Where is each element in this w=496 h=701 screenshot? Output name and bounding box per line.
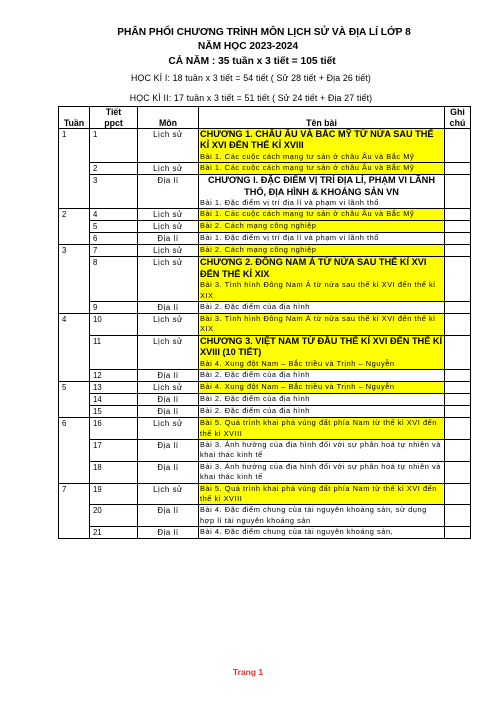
table-row: [59, 335, 471, 369]
lesson-cell: [199, 302, 445, 314]
notes-cell: [445, 233, 471, 245]
table-row: [59, 302, 471, 314]
page-number: Trang 1: [232, 667, 264, 677]
school-year: NĂM HỌC 2023-2024: [197, 41, 299, 52]
lesson-title: Bài 3. Tình hình Đông Nam Á từ nửa sau thế kỉ XVI đến thế kỉ XIX: [200, 280, 443, 301]
notes-cell: [445, 335, 471, 369]
notes-cell: [445, 418, 471, 440]
notes-cell: [445, 302, 471, 314]
col-header-notes: [445, 107, 471, 129]
period-cell: 8: [90, 257, 138, 302]
notes-cell: [445, 221, 471, 233]
lesson-title: Bài 4. Xung đột Nam – Bắc triều và Trịnh – Nguyễn: [200, 382, 443, 392]
subject-cell: Lịch sử: [138, 221, 199, 233]
notes-cell: [445, 394, 471, 406]
period-cell: 1: [90, 129, 138, 163]
notes-cell: [445, 461, 471, 483]
table-row: [59, 314, 471, 336]
lesson-cell: [199, 245, 445, 257]
period-cell: 21: [90, 527, 138, 539]
lesson-cell: [199, 129, 445, 163]
col-header-subject: Môn: [138, 107, 199, 129]
col-header-week: Tuần: [59, 107, 90, 129]
lesson-title: Bài 1. Đặc điểm vị trí địa lí và phạm vi lãnh thổ: [200, 198, 379, 208]
subject-cell: Địa lí: [138, 439, 199, 461]
chapter-title: CHƯƠNG 2. ĐÔNG NAM Á TỪ NỬA SAU THẾ KỈ XVI ĐẾN THẾ KỈ XIX: [200, 257, 443, 280]
col-header-period: [90, 107, 138, 129]
subject-cell: Lịch sử: [138, 257, 199, 302]
table-row: [59, 370, 471, 382]
week-cell: 5: [59, 382, 90, 418]
table-row: [59, 505, 471, 527]
subject-cell: Địa lí: [138, 394, 199, 406]
period-cell: 18: [90, 461, 138, 483]
lesson-title: Bài 4. Đặc điểm chung của tài nguyên khoáng sản, sử dụng hợp lí tài nguyên khoáng sản: [200, 505, 427, 525]
period-cell: 9: [90, 302, 138, 314]
lesson-title: Bài 5. Quá trình khai phá vùng đất phía Nam từ thế kỉ XVI đến thế kỉ XVIII: [200, 418, 443, 439]
col-header-period-label: Tiết ppct: [104, 107, 123, 128]
lesson-cell: [199, 370, 445, 382]
period-cell: 14: [90, 394, 138, 406]
whole-year-summary: CẢ NĂM : 35 tuần x 3 tiết = 105 tiết: [168, 56, 336, 67]
notes-cell: [445, 439, 471, 461]
subject-cell: Lịch sử: [138, 209, 199, 221]
col-header-lesson: Tên bài: [199, 107, 445, 129]
lesson-cell: [199, 527, 445, 539]
period-cell: 7: [90, 245, 138, 257]
table-row: [59, 394, 471, 406]
table-row: [59, 209, 471, 221]
period-cell: 19: [90, 483, 138, 505]
lesson-title: Bài 4. Xung đột Nam – Bắc triều và Trịnh – Nguyễn: [200, 359, 443, 369]
notes-cell: [445, 406, 471, 418]
lesson-title: Bài 3. Ảnh hưởng của địa hình đối với sự phân hoá tự nhiên và khai thác kinh tế: [200, 439, 441, 460]
period-cell: 16: [90, 418, 138, 440]
lesson-cell: [199, 418, 445, 440]
notes-cell: [445, 209, 471, 221]
lesson-cell: [199, 335, 445, 369]
lesson-title: Bài 3. Tình hình Đông Nam Á từ nửa sau thế kỉ XVI đến thế kỉ XIX: [200, 314, 443, 335]
notes-cell: [445, 370, 471, 382]
period-cell: 10: [90, 314, 138, 336]
period-cell: 13: [90, 382, 138, 394]
table-row: [59, 406, 471, 418]
table-row: [59, 483, 471, 505]
subject-cell: Địa lí: [138, 370, 199, 382]
lesson-title: Bài 2. Đặc điểm của địa hình: [200, 406, 310, 416]
subject-cell: Lịch sử: [138, 335, 199, 369]
lesson-title: Bài 1. Các cuộc cách mạng tư sản ở châu Âu và Bắc Mỹ: [200, 163, 443, 173]
table-row: [59, 233, 471, 245]
period-cell: 2: [90, 163, 138, 175]
lesson-cell: [199, 257, 445, 302]
notes-cell: [445, 257, 471, 302]
lesson-cell: [199, 233, 445, 245]
subject-cell: Lịch sử: [138, 382, 199, 394]
table-row: [59, 257, 471, 302]
table-row: [59, 175, 471, 209]
subject-cell: Lịch sử: [138, 163, 199, 175]
period-cell: 4: [90, 209, 138, 221]
subject-cell: Lịch sử: [138, 245, 199, 257]
lesson-title: Bài 2. Cách mạng công nghiệp: [200, 245, 443, 255]
lesson-title: Bài 3. Ảnh hưởng của địa hình đối với sự phân hoá tự nhiên và khai thác kinh tế: [200, 461, 441, 482]
week-cell: 4: [59, 314, 90, 382]
lesson-title: Bài 2. Đặc điểm của địa hình: [200, 302, 310, 312]
lesson-title: Bài 5. Quá trình khai phá vùng đất phía Nam từ thế kỉ XVI đến thế kỉ XVIII: [200, 484, 443, 505]
lesson-cell: [199, 483, 445, 505]
week-cell: 7: [59, 483, 90, 539]
week-cell: 6: [59, 418, 90, 483]
period-cell: 20: [90, 505, 138, 527]
lesson-cell: [199, 406, 445, 418]
subject-cell: Địa lí: [138, 505, 199, 527]
subject-cell: Địa lí: [138, 406, 199, 418]
lesson-cell: [199, 505, 445, 527]
lesson-title: Bài 2. Cách mạng công nghiệp: [200, 221, 443, 231]
subject-cell: Lịch sử: [138, 418, 199, 440]
period-cell: 5: [90, 221, 138, 233]
period-cell: 3: [90, 175, 138, 209]
notes-cell: [445, 129, 471, 163]
curriculum-table: [58, 106, 471, 539]
subject-cell: Lịch sử: [138, 314, 199, 336]
lesson-title: Bài 2. Đặc điểm của địa hình: [200, 370, 310, 380]
notes-cell: [445, 175, 471, 209]
semester2-summary: HỌC KÌ II: 17 tuần x 3 tiết = 51 tiết ( Sử 24 tiết + Địa 27 tiết): [129, 93, 373, 103]
table-row: [59, 418, 471, 440]
lesson-cell: [199, 314, 445, 336]
subject-cell: Địa lí: [138, 233, 199, 245]
lesson-title: Bài 1. Các cuộc cách mạng tư sản ở châu Âu và Bắc Mỹ: [200, 209, 443, 219]
semester1-summary: HỌC KÌ I: 18 tuần x 3 tiết = 54 tiết ( Sử 28 tiết + Địa 26 tiết): [131, 73, 371, 83]
notes-cell: [445, 314, 471, 336]
subject-cell: Lịch sử: [138, 483, 199, 505]
period-cell: 6: [90, 233, 138, 245]
lesson-cell: [199, 439, 445, 461]
table-row: [59, 382, 471, 394]
notes-cell: [445, 382, 471, 394]
lesson-title: Bài 1. Đặc điểm vị trí địa lí và phạm vi lãnh thổ: [200, 233, 379, 243]
table-row: [59, 527, 471, 539]
lesson-cell: [199, 209, 445, 221]
chapter-title: CHƯƠNG I. ĐẶC ĐIỂM VỊ TRÍ ĐỊA LÍ, PHẠM VI LÃNH THỔ, ĐỊA HÌNH & KHOÁNG SẢN VN: [208, 175, 435, 197]
chapter-title: CHƯƠNG 1. CHÂU ÂU VÀ BẮC MỸ TỪ NỬA SAU THẾ KỈ XVI ĐẾN THẾ KỈ XVIII: [200, 129, 443, 152]
lesson-cell: [199, 163, 445, 175]
lesson-cell: [199, 175, 445, 209]
notes-cell: [445, 527, 471, 539]
subject-cell: Lịch sử: [138, 129, 199, 163]
week-cell: 2: [59, 209, 90, 245]
lesson-cell: [199, 461, 445, 483]
table-row: [59, 221, 471, 233]
chapter-title: CHƯƠNG 3. VIỆT NAM TỪ ĐẦU THẾ KỈ XVI ĐẾN THẾ KỈ XVIII (10 TIẾT): [200, 335, 443, 358]
lesson-title: Bài 1. Các cuộc cách mạng tư sản ở châu Âu và Bắc Mỹ: [200, 152, 443, 162]
table-row: [59, 163, 471, 175]
period-cell: 15: [90, 406, 138, 418]
notes-cell: [445, 245, 471, 257]
subject-cell: Địa lí: [138, 302, 199, 314]
subject-cell: Địa lí: [138, 527, 199, 539]
period-cell: 17: [90, 439, 138, 461]
table-row: [59, 245, 471, 257]
document-title: PHÂN PHỐI CHƯƠNG TRÌNH MÔN LỊCH SỬ VÀ ĐỊA LÍ LỚP 8: [117, 27, 411, 38]
notes-cell: [445, 505, 471, 527]
table-row: [59, 129, 471, 163]
table-row: [59, 461, 471, 483]
subject-cell: Địa lí: [138, 461, 199, 483]
notes-cell: [445, 163, 471, 175]
table-header-row: [59, 107, 471, 129]
week-cell: 3: [59, 245, 90, 314]
lesson-cell: [199, 382, 445, 394]
col-header-notes-label: Ghi chú: [449, 107, 466, 128]
week-cell: 1: [59, 129, 90, 209]
subject-cell: Địa lí: [138, 175, 199, 209]
lesson-cell: [199, 221, 445, 233]
table-row: [59, 439, 471, 461]
lesson-cell: [199, 394, 445, 406]
period-cell: 12: [90, 370, 138, 382]
lesson-title: Bài 4. Đặc điểm chung của tài nguyên khoáng sản,: [200, 527, 394, 537]
period-cell: 11: [90, 335, 138, 369]
notes-cell: [445, 483, 471, 505]
lesson-title: Bài 2. Đặc điểm của địa hình: [200, 394, 310, 404]
